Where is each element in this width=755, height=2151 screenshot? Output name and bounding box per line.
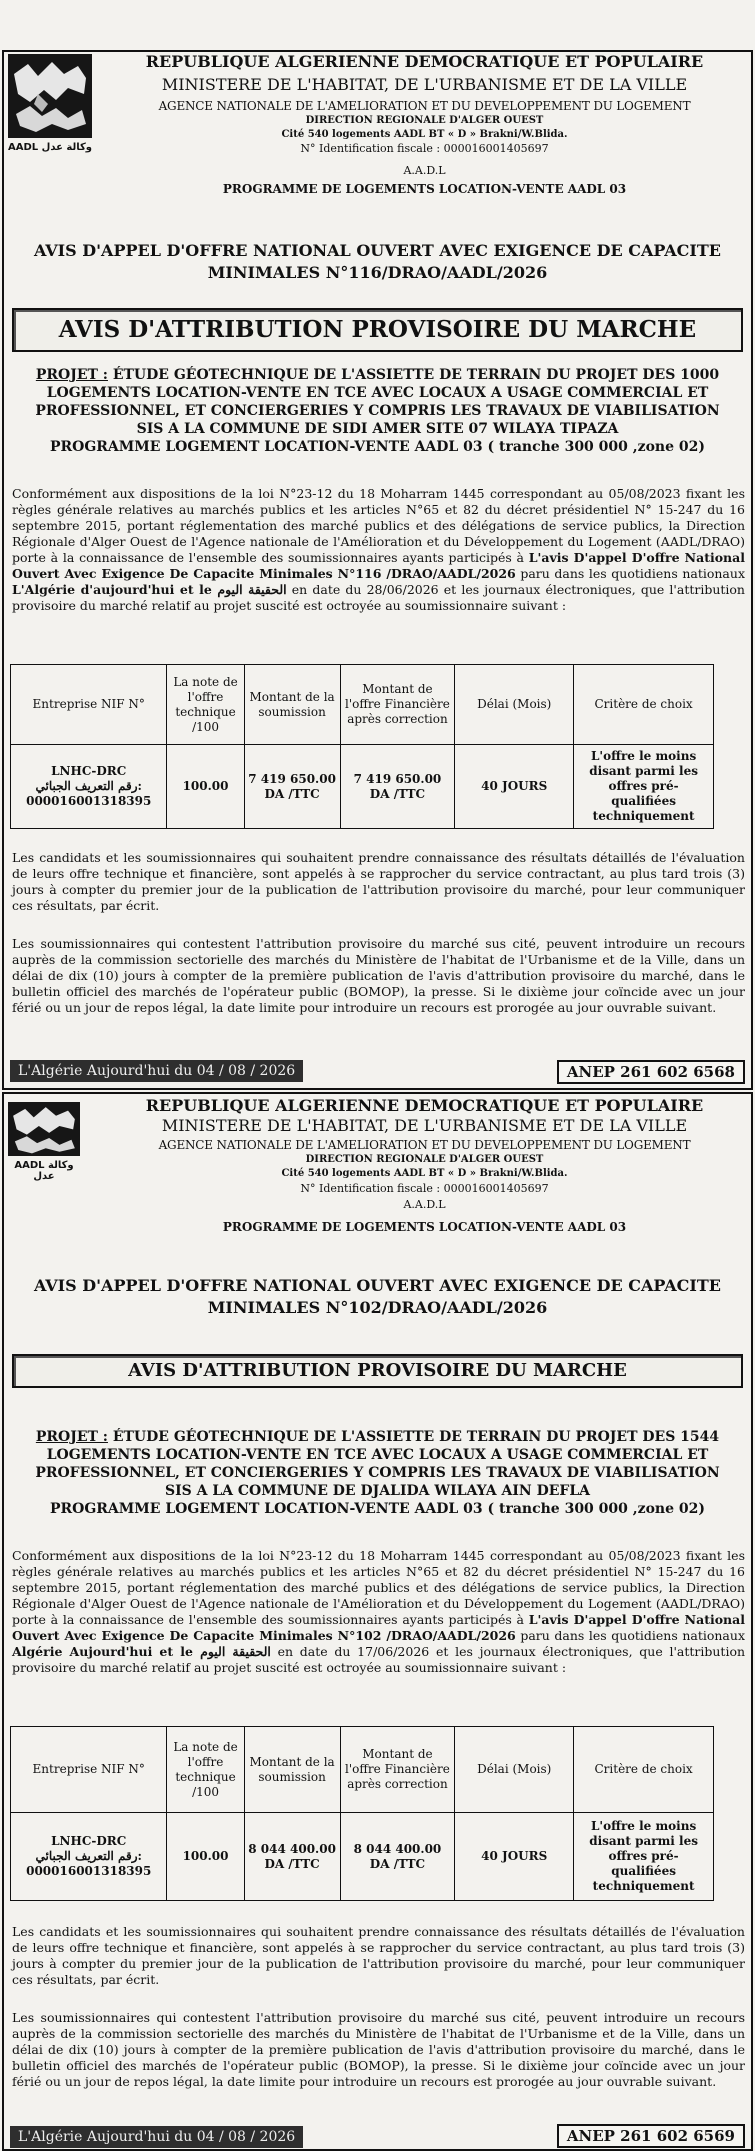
intro-text-e: en date du 17/06/2026 et les journaux électroniques, que l'attribution provisoire du marché relatif au projet suscité est octroyée au soumissionnaire suivant : bbox=[12, 1644, 746, 1675]
recourse-paragraph: Les soumissionnaires qui contestent l'attribution provisoire du marché sus cité, peuvent introduire un recours auprès de la commission sectorielle des marchés du Ministère de l'habitat de l'Urbanisme et de la Ville, dans un délai de dix (10) jours à compter de la première publication de l'avis d'attribution provisoire du marché, dans le bulletin officiel des marchés de l'opérateur public (BOMOP), la presse. Si le dixième jour coïncide avec un jour férié ou un jour de repos légal, la date limite pour introduire un recours est prorogée au jour ouvrable suivant. bbox=[12, 2010, 745, 2089]
company-name: LNHC-DRC bbox=[51, 1834, 127, 1848]
avis-title bbox=[2, 240, 753, 284]
intro-paragraph bbox=[12, 486, 745, 614]
montant-unit: DA /TTC bbox=[264, 1856, 320, 1871]
recourse-paragraph: Les soumissionnaires qui contestent l'attribution provisoire du marché sus cité, peuvent introduire un recours auprès de la commission sectorielle des marchés du Ministère de l'habitat de l'Urbanisme et de la Ville, dans un délai de dix (10) jours à compter de la première publication de l'avis d'attribution provisoire du marché, dans le bulletin officiel des marchés de l'opérateur public (BOMOP), la presse. Si le dixième jour coïncide avec un jour férié ou un jour de repos légal, la date limite pour introduire un recours est prorogée au jour ouvrable suivant. bbox=[12, 936, 745, 1015]
intro-text-c: paru dans les quotidiens nationaux bbox=[520, 1628, 745, 1643]
header-agency: AGENCE NATIONALE DE L'AMELIORATION ET DU DEVELOPPEMENT DU LOGEMENT bbox=[158, 1138, 691, 1152]
intro-text-avis: L'avis D'appel D'offre National Ouvert Avec Exigence De Capacite Minimales N°116 /DRAO/AADL/2026 bbox=[12, 550, 745, 581]
avis-title-line1: AVIS D'APPEL D'OFFRE NATIONAL OUVERT AVEC EXIGENCE DE CAPACITE bbox=[33, 1276, 721, 1295]
projet-line3: PROFESSIONNEL, ET CONCIERGERIES Y COMPRIS LES TRAVAUX DE VIABILISATION bbox=[35, 1465, 720, 1481]
col-montant-corrige: Montant de l'offre Financière après correction bbox=[340, 665, 455, 745]
header-ministry: MINISTERE DE L'HABITAT, DE L'URBANISME ET DE LA VILLE bbox=[161, 1116, 688, 1135]
avis-title-line2: MINIMALES N°102/DRAO/AADL/2026 bbox=[207, 1298, 548, 1317]
projet-line3: PROFESSIONNEL, ET CONCIERGERIES Y COMPRIS LES TRAVAUX DE VIABILISATION bbox=[35, 403, 720, 419]
attribution-banner: AVIS D'ATTRIBUTION PROVISOIRE DU MARCHE bbox=[12, 308, 743, 352]
cell-note: 100.00 bbox=[167, 1813, 244, 1901]
col-critere: Critère de choix bbox=[574, 1727, 714, 1813]
montant-corrige-unit: DA /TTC bbox=[369, 786, 426, 801]
col-montant: Montant de la soumission bbox=[244, 1727, 340, 1813]
nif-value: 000016001318395 bbox=[26, 794, 152, 808]
aadl-logo bbox=[8, 54, 92, 164]
projet-line1: ÉTUDE GÉOTECHNIQUE DE L'ASSIETTE DE TERRAIN DU PROJET DES 1544 bbox=[112, 1429, 720, 1445]
cell-critere: L'offre le moins disant parmi les offres pré-qualifiées techniquement bbox=[574, 1813, 714, 1901]
projet-block bbox=[12, 1428, 743, 1518]
publication-date: L'Algérie Aujourd'hui du 04 / 08 / 2026 bbox=[10, 1060, 303, 1082]
header-program: PROGRAMME DE LOGEMENTS LOCATION-VENTE AADL 03 bbox=[222, 182, 627, 196]
cell-delai: 40 JOURS bbox=[455, 1813, 574, 1901]
col-montant-corrige: Montant de l'offre Financière après correction bbox=[340, 1727, 455, 1813]
header-aadl: A.A.D.L bbox=[403, 164, 446, 177]
header-nif: N° Identification fiscale : 000016001405697 bbox=[300, 1182, 549, 1195]
projet-line5: PROGRAMME LOGEMENT LOCATION-VENTE AADL 03 ( tranche 300 000 ,zone 02) bbox=[49, 439, 706, 455]
attribution-table bbox=[10, 1726, 714, 1901]
header-address: Cité 540 logements AADL BT « D » Brakni/W.Blida. bbox=[281, 129, 568, 140]
aadl-logo-icon bbox=[8, 1102, 80, 1156]
cell-critere: L'offre le moins disant parmi les offres pré-qualifiées techniquement bbox=[574, 745, 714, 829]
announcement-2 bbox=[2, 1092, 753, 2151]
projet-line5: PROGRAMME LOGEMENT LOCATION-VENTE AADL 03 ( tranche 300 000 ,zone 02) bbox=[49, 1501, 706, 1517]
aadl-logo bbox=[8, 1102, 80, 1212]
intro-text-c: paru dans les quotidiens nationaux bbox=[520, 566, 745, 581]
intro-text-a: Conformément aux dispositions de la loi N°23-12 du 18 Moharram 1445 correspondant au 05/08/2023 fixant les règles générale relatives au marchés publics et les articles N°65 et 82 du décret présidentiel N° 15-247 du 16 septembre 2015, portant réglementation des marché publics et des délégations de service publics, la Direction Régionale d'Alger Ouest de l'Agence nationale de l'Amélioration et du Développement du Logement (AADL/DRAO) porte à la connaissance de l'ensemble des soumissionnaires ayants participés à bbox=[12, 1548, 745, 1627]
avis-title bbox=[2, 1275, 753, 1319]
header-nif: N° Identification fiscale : 000016001405697 bbox=[300, 142, 549, 155]
col-montant: Montant de la soumission bbox=[244, 665, 340, 745]
projet-line4: SIS A LA COMMUNE DE SIDI AMER SITE 07 WILAYA TIPAZA bbox=[136, 421, 619, 437]
table-row bbox=[11, 1813, 714, 1901]
header-agency: AGENCE NATIONALE DE L'AMELIORATION ET DU DEVELOPPEMENT DU LOGEMENT bbox=[158, 99, 691, 113]
letterhead bbox=[2, 50, 753, 204]
header-ministry: MINISTERE DE L'HABITAT, DE L'URBANISME ET DE LA VILLE bbox=[161, 75, 688, 94]
logo-caption: AADL ﻭﻛﺎﻟﺔ ﻋﺪﻝ bbox=[8, 142, 93, 153]
projet-line1: ÉTUDE GÉOTECHNIQUE DE L'ASSIETTE DE TERRAIN DU PROJET DES 1000 bbox=[112, 367, 720, 383]
aadl-logo-icon bbox=[8, 54, 92, 138]
header-direction: DIRECTION REGIONALE D'ALGER OUEST bbox=[305, 1154, 544, 1165]
intro-text-e: en date du 28/06/2026 et les journaux électroniques, que l'attribution provisoire du marché relatif au projet suscité est octroyée au soumissionnaire suivant : bbox=[12, 582, 745, 613]
projet-line2: LOGEMENTS LOCATION-VENTE EN TCE AVEC LOCAUX A USAGE COMMERCIAL ET bbox=[46, 1447, 709, 1463]
col-entreprise: Entreprise NIF N° bbox=[11, 1727, 167, 1813]
montant-corrige-unit: DA /TTC bbox=[369, 1856, 426, 1871]
col-delai: Délai (Mois) bbox=[455, 665, 574, 745]
header-direction: DIRECTION REGIONALE D'ALGER OUEST bbox=[305, 115, 544, 126]
header-republic: REPUBLIQUE ALGERIENNE DEMOCRATIQUE ET POPULAIRE bbox=[145, 52, 704, 71]
avis-title-line2: MINIMALES N°116/DRAO/AADL/2026 bbox=[207, 263, 548, 282]
anep-reference: ANEP 261 602 6568 bbox=[557, 1060, 745, 1084]
nif-label: رقم التعريف الجبائي: bbox=[35, 1849, 142, 1863]
letterhead bbox=[2, 1092, 753, 1246]
company-name: LNHC-DRC bbox=[51, 764, 127, 778]
attribution-table bbox=[10, 664, 714, 829]
attribution-banner: AVIS D'ATTRIBUTION PROVISOIRE DU MARCHE bbox=[12, 1354, 743, 1388]
intro-text-journals: Algérie Aujourd'hui et le ﺍﻟﺤﻘﻴﻘﺔ ﺍﻟﻴﻮﻡ bbox=[12, 1644, 271, 1659]
table-row bbox=[11, 745, 714, 829]
cell-montant-corrige bbox=[340, 745, 455, 829]
col-critere: Critère de choix bbox=[574, 665, 714, 745]
col-delai: Délai (Mois) bbox=[455, 1727, 574, 1813]
intro-paragraph bbox=[12, 1548, 745, 1676]
logo-caption: AADL ﻭﻛﺎﻟﺔ ﻋﺪﻝ bbox=[14, 1160, 74, 1182]
header-aadl: A.A.D.L bbox=[403, 1198, 446, 1211]
nif-label: رقم التعريف الجبائي: bbox=[35, 779, 142, 793]
projet-line2: LOGEMENTS LOCATION-VENTE EN TCE AVEC LOCAUX A USAGE COMMERCIAL ET bbox=[46, 385, 709, 401]
cell-montant-corrige bbox=[340, 1813, 455, 1901]
montant-corrige-value: 8 044 400.00 bbox=[353, 1841, 442, 1856]
header-republic: REPUBLIQUE ALGERIENNE DEMOCRATIQUE ET POPULAIRE bbox=[145, 1096, 704, 1115]
publication-date: L'Algérie Aujourd'hui du 04 / 08 / 2026 bbox=[10, 2126, 303, 2148]
cell-note: 100.00 bbox=[167, 745, 244, 829]
candidates-paragraph: Les candidats et les soumissionnaires qui souhaitent prendre connaissance des résultats détaillés de l'évaluation de leurs offre technique et financière, sont appelés à se rapprocher du service contractant, au plus tard trois (3) jours à compter du premier jour de la publication de l'attribution provisoire du marché, pour leur communiquer ces résultats, par écrit. bbox=[12, 1924, 745, 1987]
cell-delai: 40 JOURS bbox=[455, 745, 574, 829]
table-header-row bbox=[11, 665, 714, 745]
header-address: Cité 540 logements AADL BT « D » Brakni/W.Blida. bbox=[281, 1168, 568, 1179]
cell-entreprise bbox=[11, 745, 167, 829]
avis-title-line1: AVIS D'APPEL D'OFFRE NATIONAL OUVERT AVEC EXIGENCE DE CAPACITE bbox=[33, 241, 721, 260]
cell-montant bbox=[244, 1813, 340, 1901]
table-header-row bbox=[11, 1727, 714, 1813]
intro-text-journals: L'Algérie d'aujourd'hui et le ﺍﻟﺤﻘﻴﻘﺔ ﺍﻟﻴﻮﻡ bbox=[12, 582, 287, 597]
projet-line4: SIS A LA COMMUNE DE DJALIDA WILAYA AIN DEFLA bbox=[164, 1483, 591, 1499]
col-note: La note de l'offre technique /100 bbox=[167, 665, 244, 745]
intro-text-a: Conformément aux dispositions de la loi N°23-12 du 18 Moharram 1445 correspondant au 05/08/2023 fixant les règles générale relatives au marchés publics et les articles N°65 et 82 du décret présidentiel N° 15-247 du 16 septembre 2015, portant réglementation des marché publics et des délégations de service publics, la Direction Régionale d'Alger Ouest de l'Agence nationale de l'Amélioration et du Développement du Logement (AADL/DRAO) porte à la connaissance de l'ensemble des soumissionnaires ayants participés à bbox=[12, 486, 745, 565]
projet-label: PROJET : bbox=[35, 367, 108, 383]
candidates-paragraph: Les candidats et les soumissionnaires qui souhaitent prendre connaissance des résultats détaillés de l'évaluation de leurs offre technique et financière, sont appelés à se rapprocher du service contractant, au plus tard trois (3) jours à compter du premier jour de la publication de l'attribution provisoire du marché, pour leur communiquer ces résultats, par écrit. bbox=[12, 850, 745, 913]
intro-text-avis: L'avis D'appel D'offre National Ouvert Avec Exigence De Capacite Minimales N°102 /DRAO/AADL/2026 bbox=[12, 1612, 745, 1643]
montant-value: 7 419 650.00 bbox=[248, 771, 336, 786]
header-program: PROGRAMME DE LOGEMENTS LOCATION-VENTE AADL 03 bbox=[222, 1220, 627, 1234]
col-entreprise: Entreprise NIF N° bbox=[11, 665, 167, 745]
announcement-1 bbox=[2, 50, 753, 1090]
projet-block bbox=[12, 366, 743, 456]
cell-entreprise bbox=[11, 1813, 167, 1901]
nif-value: 000016001318395 bbox=[26, 1864, 152, 1878]
montant-value: 8 044 400.00 bbox=[248, 1841, 336, 1856]
anep-reference: ANEP 261 602 6569 bbox=[557, 2124, 745, 2148]
col-note: La note de l'offre technique /100 bbox=[167, 1727, 244, 1813]
montant-unit: DA /TTC bbox=[264, 786, 320, 801]
projet-label: PROJET : bbox=[35, 1429, 108, 1445]
cell-montant bbox=[244, 745, 340, 829]
montant-corrige-value: 7 419 650.00 bbox=[353, 771, 442, 786]
